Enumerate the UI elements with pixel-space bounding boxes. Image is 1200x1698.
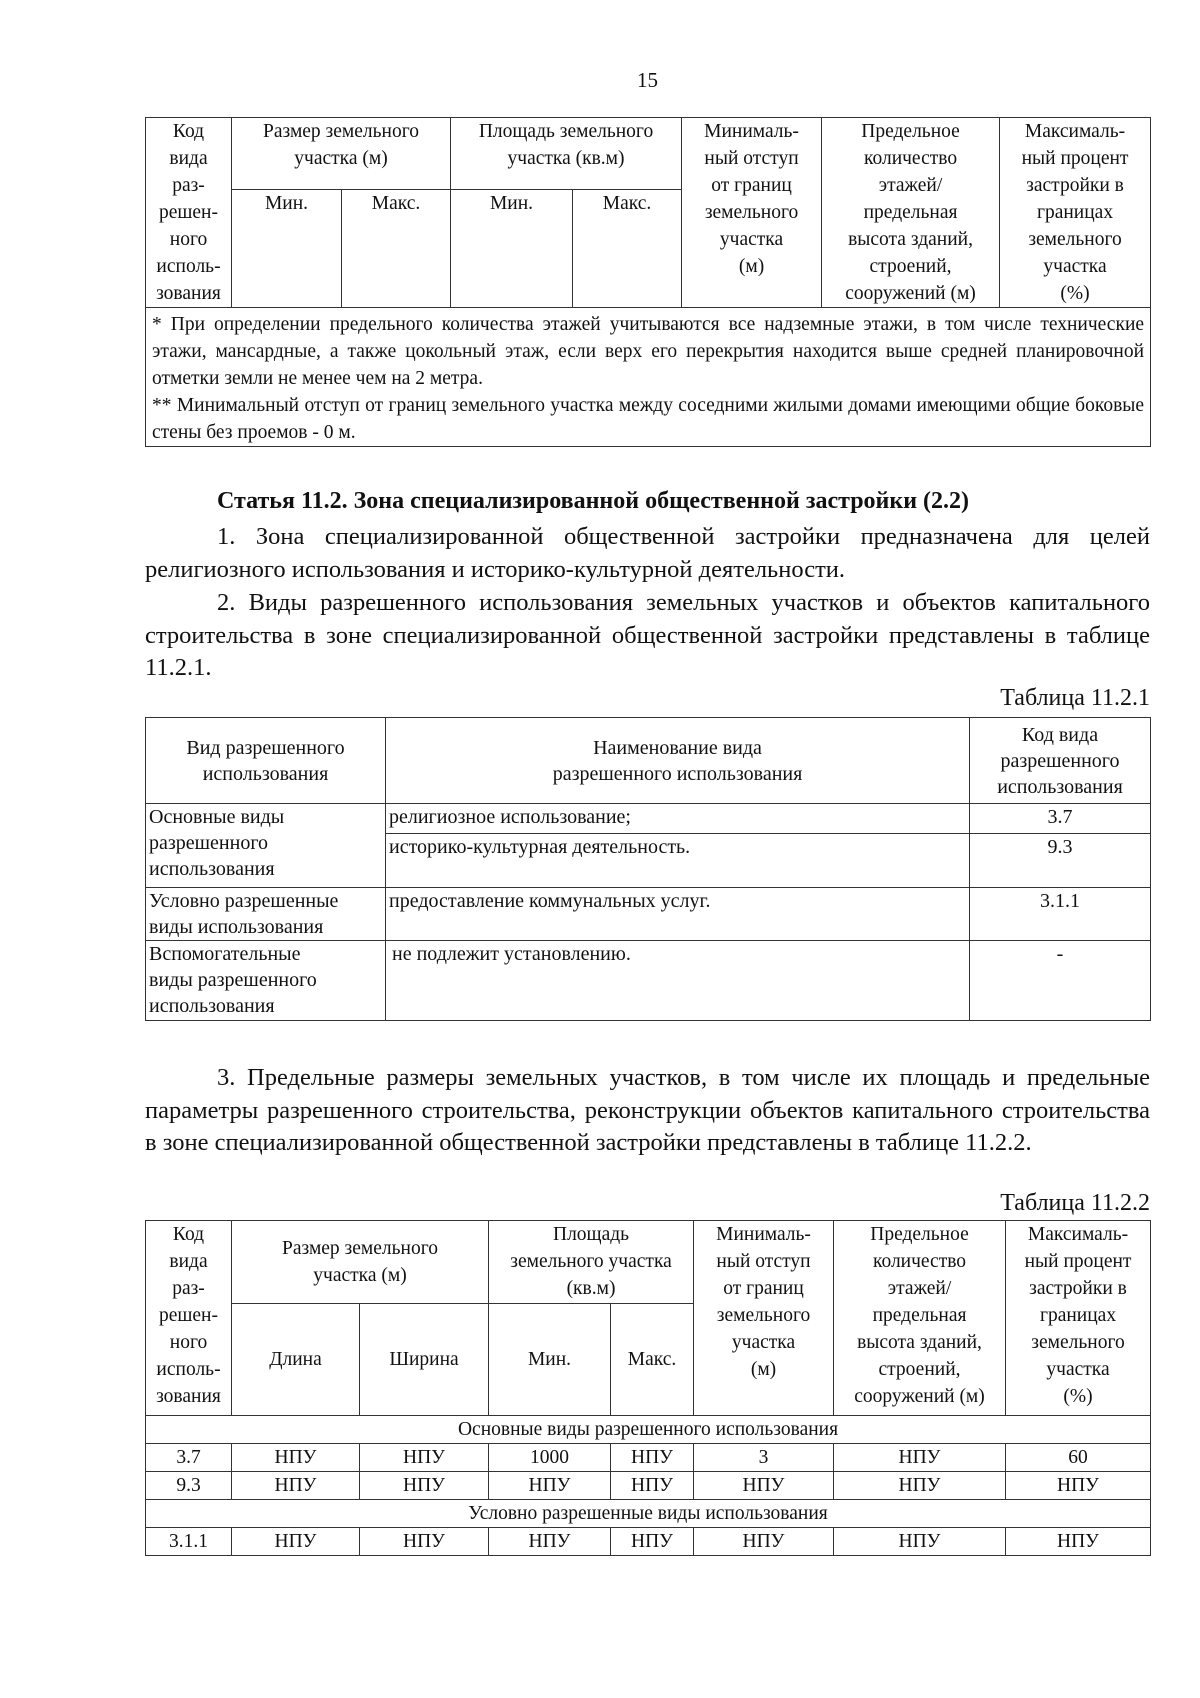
row-name: религиозное использование; (386, 804, 970, 834)
header-line: ного (169, 229, 208, 250)
header-size-min: Мин. (232, 190, 342, 308)
band-conditional: Условно разрешенные виды использования (146, 1500, 1151, 1528)
table-11-2-1-caption: Таблица 11.2.1 (1000, 685, 1150, 711)
header-line: участка (м) (294, 148, 388, 169)
header-area (489, 1221, 694, 1304)
header-line: (%) (1060, 283, 1090, 304)
header-code (970, 718, 1151, 804)
header-width: Ширина (360, 1304, 489, 1416)
header-code (146, 1221, 232, 1416)
cell-value: НПУ (611, 1528, 694, 1556)
header-line: Минималь- (716, 1224, 811, 1245)
header-line: ного (169, 1332, 208, 1353)
header-line: этажей/ (878, 175, 943, 196)
row-code: 9.3 (970, 834, 1151, 888)
header-size (232, 1221, 489, 1304)
header-line: Предельное (861, 121, 960, 142)
header-line: исполь- (156, 256, 221, 277)
header-line: решен- (158, 202, 218, 223)
header-line: Условно разрешенные (149, 890, 339, 912)
cell-code: 9.3 (146, 1472, 232, 1500)
cell-value: НПУ (694, 1472, 834, 1500)
cell-value: НПУ (834, 1444, 1006, 1472)
cell-value: НПУ (232, 1528, 360, 1556)
header-line: использования (997, 775, 1123, 798)
header-line: Площадь земельного (478, 121, 654, 142)
cell-value: 1000 (489, 1444, 611, 1472)
table-notes (146, 308, 1151, 447)
header-floors (822, 118, 1000, 308)
header-line: решен- (158, 1305, 218, 1326)
header-percent (1006, 1221, 1151, 1416)
cell-value: НПУ (834, 1528, 1006, 1556)
cell-value: НПУ (360, 1528, 489, 1556)
row-code: 3.7 (970, 804, 1151, 834)
cell-code: 3.7 (146, 1444, 232, 1472)
cell-value: 3 (694, 1444, 834, 1472)
note-floors: * При определении предельного количества этажей учитываются все надземные этажи, в том числе технические этажи, мансардные, а также цокольный этаж, если верх его перекрытия находится выше средней планировочной отметки земли не менее чем на 2 метра. (152, 314, 1145, 389)
header-line: земельного (1028, 229, 1122, 250)
header-size-max: Макс. (342, 190, 451, 308)
table-row (146, 1444, 1151, 1472)
row-name: не подлежит установлению. (386, 941, 970, 1021)
header-line: Размер земельного (263, 121, 419, 142)
header-line: разрешенного (1000, 749, 1120, 772)
header-line: от границ (723, 1278, 804, 1299)
header-line: строений, (878, 1359, 961, 1380)
header-line: участка (731, 1332, 796, 1353)
header-line: застройки в (1029, 1278, 1127, 1299)
header-line: высота зданий, (857, 1332, 982, 1353)
header-line: Площадь (552, 1224, 630, 1245)
header-line: раз- (172, 175, 205, 196)
header-floors (834, 1221, 1006, 1416)
paragraph-1: 1. Зона специализированной общественной застройки предназначена для целей религиозного использования и историко-культурной деятельности. (145, 523, 1150, 583)
header-line: количество (872, 1251, 967, 1272)
cell-value: НПУ (611, 1472, 694, 1500)
row-name: предоставление коммунальных услуг. (386, 888, 970, 941)
page-number: 15 (637, 68, 658, 92)
header-line: (%) (1063, 1386, 1093, 1407)
header-line: границах (1036, 202, 1114, 223)
cell-code: 3.1.1 (146, 1528, 232, 1556)
cell-value: НПУ (489, 1472, 611, 1500)
header-line: Вид разрешенного (186, 736, 345, 759)
header-line: разрешенного (149, 832, 269, 854)
table-11-2-1 (145, 717, 1151, 1021)
header-line: участка (м) (313, 1265, 407, 1286)
row-code: - (970, 941, 1151, 1021)
header-line: разрешенного использования (552, 762, 803, 785)
row-name: историко-культурная деятельность. (386, 834, 970, 888)
header-line: участка (719, 229, 784, 250)
header-line: Размер земельного (282, 1238, 438, 1259)
header-offset (694, 1221, 834, 1416)
table-11-2-2-caption: Таблица 11.2.2 (1000, 1190, 1150, 1216)
header-name (386, 718, 970, 804)
header-line: сооружений (м) (854, 1386, 985, 1407)
header-line: вида (169, 148, 208, 169)
cell-value: НПУ (360, 1444, 489, 1472)
header-line: участка (1046, 1359, 1110, 1380)
header-line: Код (172, 121, 205, 142)
cell-value: НПУ (1006, 1528, 1151, 1556)
header-line: строений, (869, 256, 952, 277)
header-line: виды использования (149, 916, 324, 938)
header-offset (682, 118, 822, 308)
header-line: Предельное (870, 1224, 969, 1245)
header-line: использования (149, 858, 275, 880)
header-area-min: Мин. (451, 190, 573, 308)
header-line: предельная (863, 202, 958, 223)
header-line: сооружений (м) (845, 283, 976, 304)
header-line: вида (169, 1251, 208, 1272)
header-line: земельного (1031, 1332, 1125, 1353)
header-line: этажей/ (887, 1278, 952, 1299)
header-line: виды разрешенного (149, 969, 317, 991)
table-top-continuation (145, 117, 1151, 447)
header-code (146, 118, 232, 308)
cell-value: НПУ (232, 1444, 360, 1472)
band-main: Основные виды разрешенного использования (146, 1416, 1151, 1444)
header-line: застройки в (1026, 175, 1124, 196)
header-line: Основные виды (149, 806, 285, 828)
header-line: ный отступ (716, 1251, 811, 1272)
header-line: Наименование вида (593, 736, 762, 759)
group-label-conditional (146, 888, 386, 941)
header-area-min: Мин. (489, 1304, 611, 1416)
header-line: предельная (872, 1305, 967, 1326)
row-code: 3.1.1 (970, 888, 1151, 941)
note-offset: ** Минимальный отступ от границ земельного участка между соседними жилыми домами имеющими общие боковые стены без проемов - 0 м. (152, 395, 1145, 443)
header-line: (м) (738, 256, 765, 277)
cell-value: НПУ (232, 1472, 360, 1500)
cell-value: НПУ (611, 1444, 694, 1472)
table-row (146, 1472, 1151, 1500)
header-line: Вспомогательные (149, 943, 301, 965)
cell-value: НПУ (360, 1472, 489, 1500)
header-line: ный процент (1021, 148, 1129, 169)
header-line: участка (кв.м) (507, 148, 625, 169)
header-size (232, 118, 451, 190)
header-line: (кв.м) (566, 1278, 616, 1299)
header-line: земельного (704, 202, 799, 223)
article-heading: Статья 11.2. Зона специализированной общественной застройки (2.2) (217, 488, 970, 514)
header-line: (м) (750, 1359, 777, 1380)
header-percent (1000, 118, 1151, 308)
table-11-2-2 (145, 1220, 1151, 1556)
cell-value: НПУ (694, 1528, 834, 1556)
header-line: высота зданий, (848, 229, 973, 250)
header-area-max: Макс. (573, 190, 682, 308)
header-area-max: Макс. (611, 1304, 694, 1416)
header-line: зования (156, 1386, 221, 1407)
header-line: Код вида (1021, 723, 1099, 746)
cell-value: НПУ (489, 1528, 611, 1556)
header-line: границах (1039, 1305, 1117, 1326)
header-line: использования (149, 995, 275, 1017)
paragraph-2: 2. Виды разрешенного использования земельных участков и объектов капитального строительства в зоне специализированной общественной застройки представлены в таблице 11.2.1. (145, 589, 1150, 681)
header-line: участка (1043, 256, 1107, 277)
cell-value: НПУ (1006, 1472, 1151, 1500)
header-line: использования (202, 762, 329, 785)
header-line: Максималь- (1024, 121, 1126, 142)
header-line: от границ (711, 175, 792, 196)
paragraph-3: 3. Предельные размеры земельных участков, в том числе их площадь и предельные параметры разрешенного строительства, реконструкции объектов капитального строительства в зоне специализированной общественной застройки представлены в таблице 11.2.2. (145, 1064, 1150, 1156)
header-line: ный процент (1024, 1251, 1132, 1272)
header-line: земельного (716, 1305, 811, 1326)
header-line: количество (863, 148, 958, 169)
cell-value: 60 (1006, 1444, 1151, 1472)
header-line: Минималь- (704, 121, 799, 142)
header-line: зования (156, 283, 221, 304)
header-line: раз- (172, 1278, 205, 1299)
header-kind (146, 718, 386, 804)
cell-value: НПУ (834, 1472, 1006, 1500)
header-line: ный отступ (704, 148, 799, 169)
header-length: Длина (232, 1304, 360, 1416)
group-label-auxiliary (146, 941, 386, 1021)
header-line: Код (172, 1224, 205, 1245)
header-area (451, 118, 682, 190)
header-line: Максималь- (1027, 1224, 1129, 1245)
header-line: исполь- (156, 1359, 221, 1380)
group-label-main (146, 804, 386, 888)
table-row (146, 1528, 1151, 1556)
header-line: земельного участка (510, 1251, 672, 1272)
